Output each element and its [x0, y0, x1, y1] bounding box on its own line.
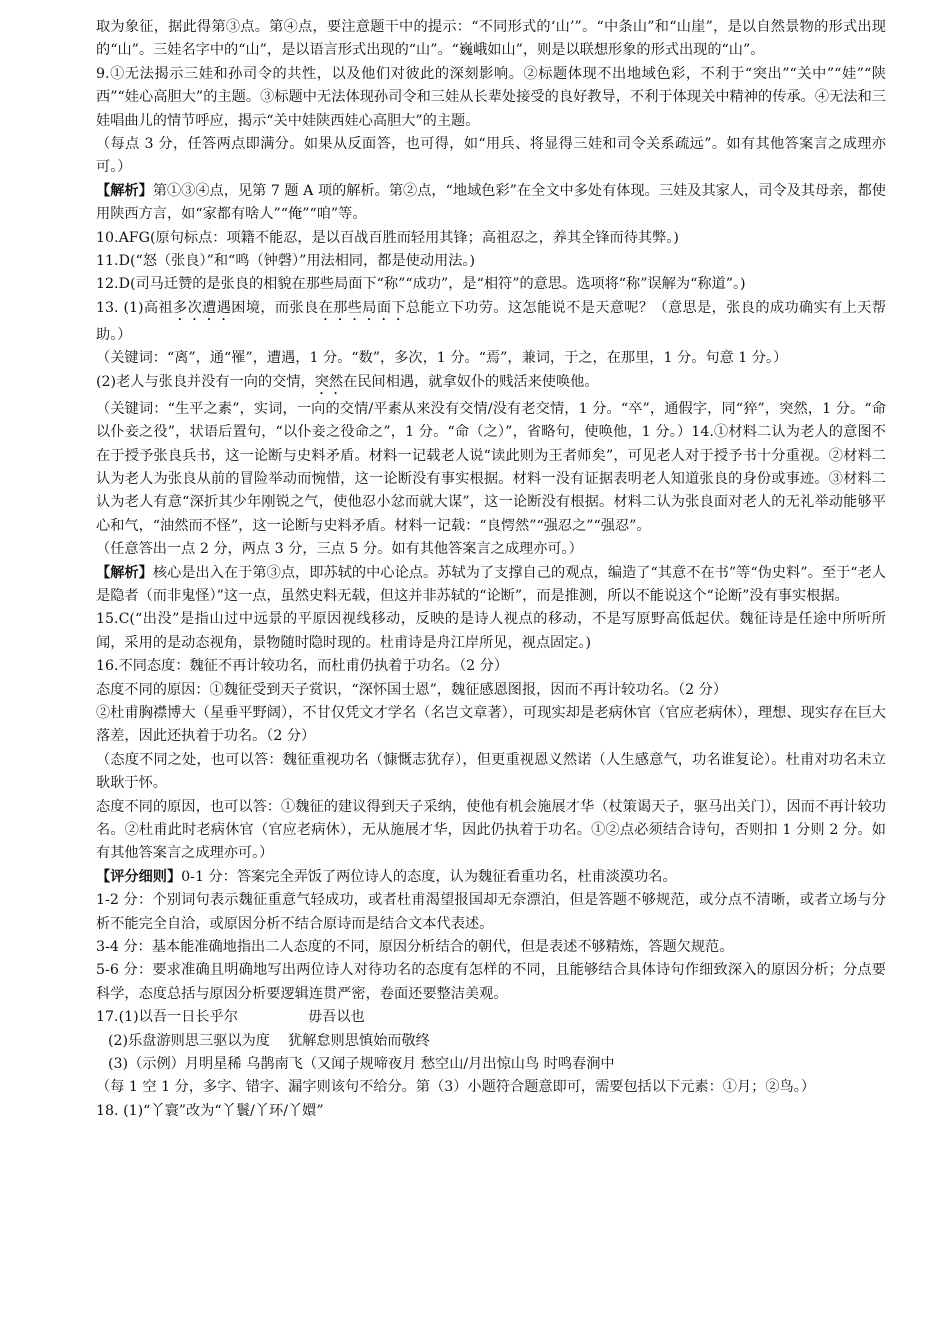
paragraph-q13-1: 13. (1)高祖多次遭遇困境，而张良在那些局面下总能立下功劳。这怎能说不是天意呢？（意思是，张良的成功确实有上天帮助。）: [96, 299, 886, 343]
paragraph-q16-alt-attitude: （态度不同之处，也可以答：魏征重视功名（慷慨志犹存），但更重视恩义然诺（人生感意气，功名谁复论）。杜甫对功名未立耿耿于怀。: [96, 751, 886, 792]
paragraph-q17-3: (3)（示例）月明星稀 乌鹊南飞（又闻子规啼夜月 愁空山/月出惊山鸟 时鸣春涧中: [108, 1056, 615, 1073]
analysis-text: 核心是出入在于第③点，即苏轼的中心论点。苏轼为了支撑自己的观点，编造了“其意不在书”等“伪史料”。至于“老人是隐者（而非鬼怪）”这一点，虽然史料无载，但这并非苏轼的“论断”，而是推测，所以不能说这个“论断”没有事实根据。: [96, 564, 886, 604]
paragraph-q14-analysis: [96, 562, 886, 609]
paragraph-q9-analysis: [96, 180, 886, 227]
paragraph-q16-rubric-0-1: [96, 866, 886, 889]
paragraph-q15: 15.C(“出没”是指山过中远景的平原因视线移动，反映的是诗人视点的移动，不是写原野高低起伏。魏征诗是任途中所听所闻，采用的是动态视角，景物随时隐时现的。杜甫诗是舟江岸所见，视点固定。): [96, 611, 886, 651]
paragraph-q11: 11.D(“怒（张良）”和“鸣（钟磬）”用法相同，都是使动用法。): [96, 253, 476, 270]
paragraph-q16-rubric-1-2: 1-2 分：个别词句表示魏征重意气轻成功，或者杜甫渴望报国却无奈漂泊，但是答题不够规范，或分点不清晰，或者立场与分析不能完全自洽，或原因分析不结合原诗而是结合文本代表述。: [96, 892, 886, 932]
keyword-emphasis: 突然: [314, 373, 344, 390]
keyword-emphasis: 在那些局面下: [318, 299, 406, 316]
paragraph-q13-2-keywords-q14: （关键词：“生平之素”，实词，一向的交情/平素从来没有交情/没有老交情，1 分。“卒”，通假字，同“猝”，突然，1 分。“命以仆妾之役”，状语后置句，“以仆妾之役命之”，1 分。“命（之）”，省略句，使唤他，1 分。）14.①材料二认为老人的意图不在于授予张良兵书，这一论断与史料矛盾。材料一记载老人说“读此则为王者师矣”，可见老人对于授予书十分重视。②材料二认为老人为张良从前的冒险举动而惋惜，这一论断没有事实根据。材料一没有证据表明老人知道张良的身份或事迹。③材料二认为老人有意“深折其少年刚锐之气，使他忍小忿而就大谋”，这一论断没有根据。材料二认为张良面对老人的无礼举动能够平心和气，“油然而不怪”，这一论断与史料矛盾。材料一记载：“良愕然”“强忍之”“强忍”。: [96, 400, 886, 534]
paragraph-q9-answer: 9.①无法揭示三娃和孙司令的共性，以及他们对彼此的深刻影响。②标题体现不出地域色彩，不利于“突出”“关中”“娃”“陕西”“娃心高胆大”的主题。③标题中无法体现孙司令和三娃从长辈处接受的良好教导，不利于体现关中精神的传承。④无法和三娃唱曲儿的情节呼应，揭示“关中娃陕西娃心高胆大”的主题。: [96, 65, 886, 129]
paragraph-q17-scoring: （每 1 空 1 分，多字、错字、漏字则该句不给分。第（3）小题符合题意即可，需要包括以下元素：①月；②鸟。）: [96, 1079, 816, 1096]
paragraph-q16-reason-1: 态度不同的原因：①魏征受到天子赏识，“深怀国士恩”，魏征感恩图报，因而不再计较功名。（2 分）: [96, 681, 728, 698]
paragraph-q17-2: (2)乐盘游则思三驱以为度 犹解怠则思慎始而敬终: [108, 1032, 430, 1049]
paragraph-q10: 10.AFG(原句标点：项籍不能忍，是以百战百胜而轻用其锋；高祖忍之，养其全锋而待其弊。): [96, 229, 679, 246]
keyword-emphasis: 多次遭遇: [173, 299, 232, 316]
answer-document: [96, 16, 886, 1123]
paragraph-q12: 12.D(司马迁赞的是张良的相貌在那些局面下“称”“成功”，是“相符”的意思。选项将“称”误解为“称道”。): [96, 276, 746, 293]
paragraph-q16-rubric-3-4: 3-4 分：基本能准确地指出二人态度的不同，原因分析结合的朝代，但是表述不够精炼，答题欠规范。: [96, 939, 734, 956]
paragraph-q18-1: 18. (1)“丫寰”改为“丫鬟/丫环/丫嬛”: [96, 1102, 324, 1119]
paragraph-q16-alt-reason: 态度不同的原因，也可以答：①魏征的建议得到天子采纳，使他有机会施展才华（杖策谒天子，驱马出关门），因而不再计较功名。②杜甫此时老病休官（官应老病休），无从施展才华，因此仍执着于功名。①②点必须结合诗句，否则扣 1 分则 2 分。如有其他答案言之成理亦可。）: [96, 798, 886, 862]
paragraph-q13-1-keywords: （关键词：“离”，通“罹”，遭遇，1 分。“数”，多次，1 分。“焉”，兼词，于之，在那里，1 分。句意 1 分。）: [96, 350, 788, 367]
analysis-tag: 【解析】: [96, 182, 153, 199]
paragraph-q14-scoring: （任意答出一点 2 分，两点 3 分，三点 5 分。如有其他答案言之成理亦可。）: [96, 541, 583, 558]
paragraph-q16-reason-2: ②杜甫胸襟博大（星垂平野阔），不甘仅凭文才学名（名岂文章著），可现实却是老病休官（官应老病休），理想、现实存在巨大落差，因此还执着于功名。（2 分）: [96, 704, 886, 745]
paragraph-q16-rubric-5-6: 5-6 分：要求准确且明确地写出两位诗人对待功名的态度有怎样的不同，且能够结合具体诗句作细致深入的原因分析；分点要科学，态度总括与原因分析要逻辑连贯严密，卷面还要整洁美观。: [96, 962, 886, 1002]
paragraph-q13-2: (2)老人与张良并没有一向的交情，突然在民间相遇，就拿奴仆的贱活来使唤他。: [96, 373, 599, 390]
paragraph-q17-1: 17.(1)以吾一日长乎尔 毋吾以也: [96, 1009, 365, 1026]
rubric-text: 0-1 分：答案完全弄饭了两位诗人的态度，认为魏征看重功名，杜甫淡漠功名。: [181, 868, 677, 885]
analysis-text: 第①③④点，见第 7 题 A 项的解析。第②点，“地域色彩”在全文中多处有体现。三娃及其家人，司令及其母亲，都使用陕西方言，如“家都有啥人”“俺”“咱”等。: [96, 182, 886, 223]
paragraph-q8-cont: 取为象征，据此得第③点。第④点，要注意题干中的提示：“不同形式的‘山’”。“中条山”和“山崖”，是以自然景物的形式出现的“山”。三娃名字中的“山”，是以语言形式出现的“山”。“巍峨如山”，则是以联想形象的形式出现的“山”。: [96, 19, 886, 59]
rubric-tag: 【评分细则】: [96, 868, 182, 885]
paragraph-q16-attitude: 16.不同态度：魏征不再计较功名，而杜甫仍执着于功名。（2 分）: [96, 658, 509, 675]
paragraph-q9-scoring: （每点 3 分，任答两点即满分。如果从反面答，也可得，如“用兵、将显得三娃和司令关系疏远”。如有其他答案言之成理亦可。）: [96, 136, 886, 176]
analysis-tag: 【解析】: [96, 564, 153, 581]
